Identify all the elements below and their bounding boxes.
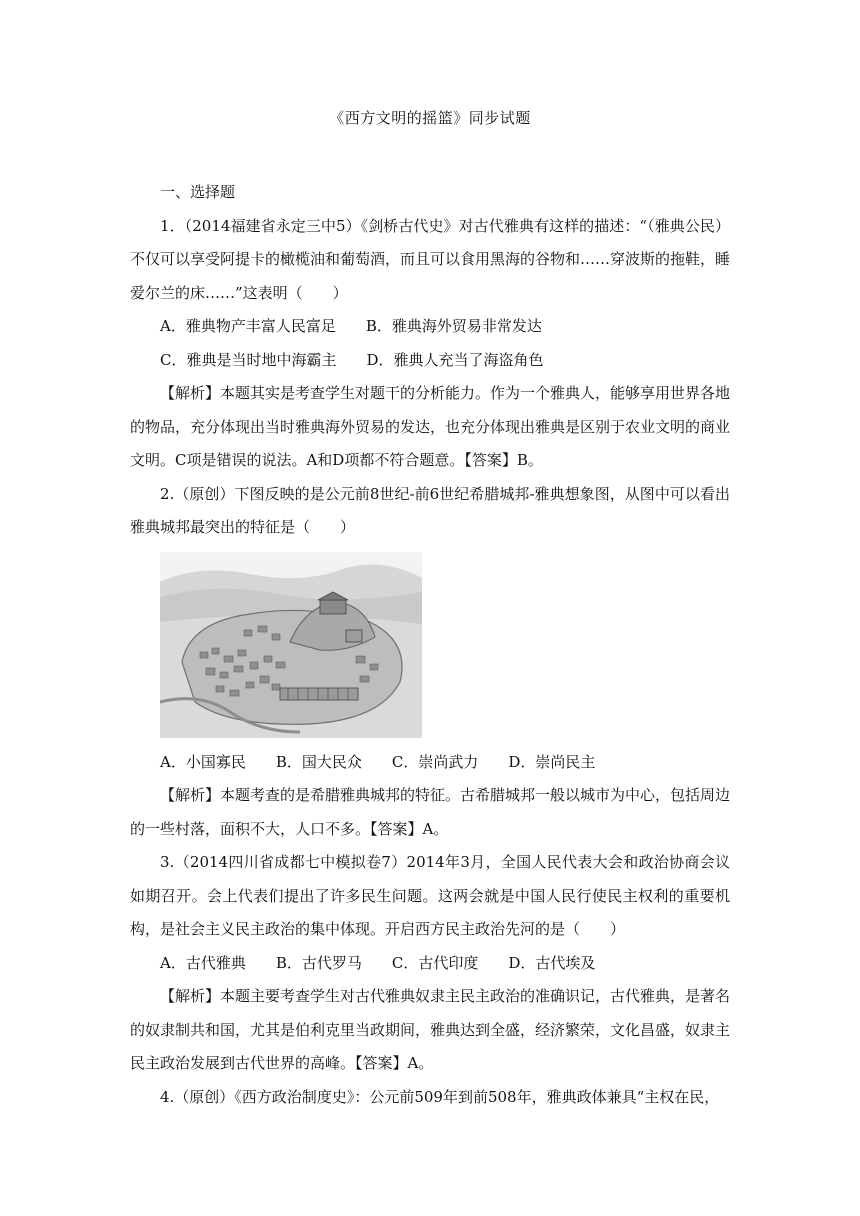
- question-2-stem: 2.（原创）下图反映的是公元前8世纪-前6世纪希腊城邦-雅典想象图，从图中可以看出雅典城邦最突出的特征是（ ）: [130, 484, 730, 536]
- question-2-analysis: 【解析】本题考查的是希腊雅典城邦的特征。古希腊城邦一般以城市为中心，包括周边的一些村落，面积不大，人口不多。【答案】A。: [130, 786, 731, 838]
- question-1-options-cd: C．雅典是当时地中海霸主 D．雅典人充当了海盗角色: [160, 350, 544, 369]
- document-title: 《西方文明的摇篮》同步试题: [329, 109, 531, 127]
- question-1-analysis: 【解析】本题其实是考查学生对题干的分析能力。作为一个雅典人，能够享用世界各地的物品，充分体现出当时雅典海外贸易的发达，也充分体现出雅典是区别于农业文明的商业文明。C项是错误的说法。A和D项都不符合题意。【答案】B。: [130, 384, 731, 469]
- question-1-options-ab: A．雅典物产丰富人民富足 B．雅典海外贸易非常发达: [160, 317, 542, 335]
- question-2-options: A．小国寡民 B．国大民众 C．崇尚武力 D．崇尚民主: [160, 752, 596, 771]
- question-3-analysis: 【解析】本题主要考查学生对古代雅典奴隶主民主政治的准确识记，古代雅典，是著名的奴隶制共和国，尤其是伯利克里当政期间，雅典达到全盛，经济繁荣，文化昌盛，奴隶主民主政治发展到古代世界的高峰。【答案】A。: [130, 987, 731, 1072]
- question-3-stem: 3.（2014四川省成都七中模拟卷7）2014年3月，全国人民代表大会和政治协商会议如期召开。会上代表们提出了许多民生问题。这两会就是中国人民行使民主权利的重要机构，是社会主义民主政治的集中体现。开启西方民主政治先河的是（ ）: [130, 853, 730, 938]
- question-4-stem: 4.（原创）《西方政治制度史》：公元前509年到前508年，雅典政体兼具“主权在民，: [160, 1087, 720, 1106]
- question-1-stem: 1．（2014福建省永定三中5）《剑桥古代史》对古代雅典有这样的描述：“（雅典公民）不仅可以享受阿提卡的橄榄油和葡萄酒，而且可以食用黑海的谷物和……穿波斯的拖鞋，睡爱尔兰的床……”这表明（ ）: [130, 216, 731, 302]
- document-body: [130, 176, 730, 1114]
- question-3-options: A．古代雅典 B．古代罗马 C．古代印度 D．古代埃及: [160, 953, 596, 972]
- athens-city-illustration: [160, 552, 422, 738]
- section-heading: 一、选择题: [160, 183, 236, 201]
